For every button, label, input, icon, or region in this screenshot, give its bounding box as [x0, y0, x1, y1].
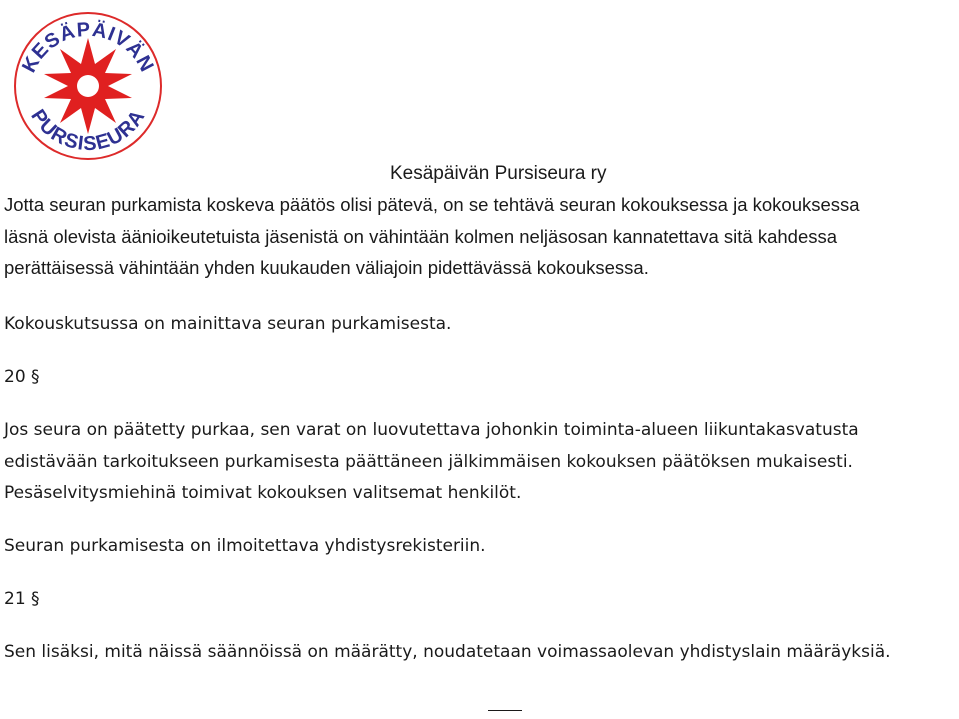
- section-heading-21: 21 §: [4, 589, 40, 609]
- paragraph-line: Jos seura on päätetty purkaa, sen varat on luovutettava johonkin toiminta-alueen liikuntakasvatusta: [4, 420, 859, 440]
- paragraph-line: perättäisessä vähintään yhden kuukauden väliajoin pidettävässä kokouksessa.: [4, 257, 649, 278]
- paragraph-line: Jotta seuran purkamista koskeva päätös olisi pätevä, on se tehtävä seuran kokouksessa ja kokouksessa: [4, 194, 860, 215]
- logo-text-bottom: PURSISEURA: [26, 105, 150, 156]
- paragraph-association-law: Sen lisäksi, mitä näissä säännöissä on määrätty, noudatetaan voimassaolevan yhdistyslain määräyksiä.: [4, 642, 891, 662]
- paragraph-registry-notice: Seuran purkamisesta on ilmoitettava yhdistysrekisteriin.: [4, 536, 486, 556]
- paragraph-line: Pesäselvitysmiehinä toimivat kokouksen valitsemat henkilöt.: [4, 483, 522, 503]
- paragraph-line: läsnä olevista äänioikeutetuista jäsenistä on vähintään kolmen neljäsosan kannatettava sitä kahdessa: [4, 225, 838, 247]
- club-logo: [8, 2, 168, 162]
- paragraph-assets: [4, 415, 859, 510]
- paragraph-dissolution-decision: [4, 189, 860, 284]
- paragraph-meeting-notice: Kokouskutsussa on mainittava seuran purkamisesta.: [4, 314, 452, 334]
- logo-text-top: KESÄPÄIVÄN: [18, 18, 158, 77]
- document-title: Kesäpäivän Pursiseura ry: [390, 163, 607, 184]
- page-number-line: [488, 690, 522, 711]
- paragraph-line: edistävään tarkoitukseen purkamisesta päättäneen jälkimmäisen kokouksen päätöksen mukaisesti.: [4, 451, 853, 472]
- section-heading-20: 20 §: [4, 367, 40, 387]
- sun-star-icon: [44, 38, 132, 134]
